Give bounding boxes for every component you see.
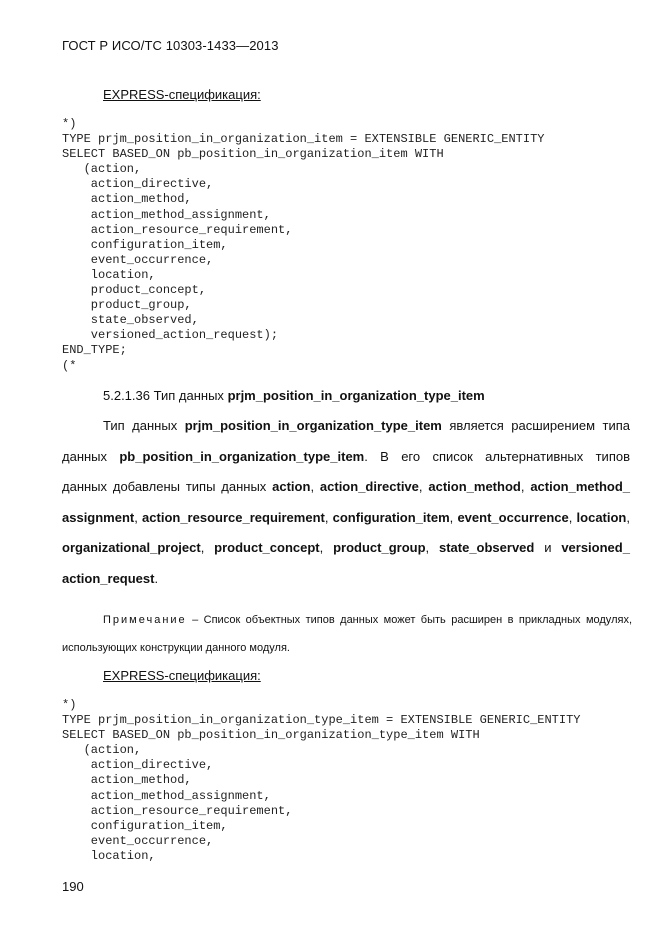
paragraph-line: Тип данных prjm_position_in_organization_type_item является расширением типа bbox=[103, 418, 630, 433]
code-line: action_resource_requirement, bbox=[62, 222, 293, 237]
page-number: 190 bbox=[62, 879, 84, 894]
paragraph-line: action_request. bbox=[62, 570, 159, 586]
section-title-type: prjm_position_in_organization_type_item bbox=[227, 388, 485, 403]
code-block-1 bbox=[62, 117, 544, 374]
code-line: action_method_assignment, bbox=[62, 788, 271, 803]
code-line: event_occurrence, bbox=[62, 252, 214, 267]
code-line: location, bbox=[62, 848, 156, 863]
code-line: action_method_assignment, bbox=[62, 207, 271, 222]
code-line: state_observed, bbox=[62, 313, 199, 328]
express-spec-label-1: EXPRESS-спецификация: bbox=[103, 87, 261, 102]
code-line: configuration_item, bbox=[62, 818, 228, 833]
code-line: (* bbox=[62, 358, 77, 373]
paragraph-line: данных pb_position_in_organization_type_item. В его список альтернативных типов bbox=[62, 448, 630, 464]
note-label: Примечание bbox=[103, 614, 187, 626]
code-block-2 bbox=[62, 698, 580, 864]
paragraph-line: organizational_project, product_concept, product_group, state_observed и versioned_ bbox=[62, 540, 630, 556]
code-line: action_directive, bbox=[62, 758, 214, 773]
express-spec-label-2: EXPRESS-спецификация: bbox=[103, 668, 261, 683]
code-line: SELECT BASED_ON pb_position_in_organization_item WITH bbox=[62, 147, 444, 162]
code-line: product_group, bbox=[62, 298, 192, 313]
code-line: END_TYPE; bbox=[62, 343, 127, 358]
code-line: TYPE prjm_position_in_organization_type_item = EXTENSIBLE GENERIC_ENTITY bbox=[62, 713, 581, 728]
body-paragraph bbox=[62, 411, 630, 595]
code-line: action_method, bbox=[62, 192, 192, 207]
code-line: versioned_action_request); bbox=[62, 328, 279, 343]
code-line: action_method, bbox=[62, 773, 192, 788]
section-number: 5.2.1.36 bbox=[103, 388, 150, 403]
note-line: Примечание – Список объектных типов данных может быть расширен в прикладных модулях, bbox=[103, 614, 632, 626]
code-line: action_directive, bbox=[62, 177, 214, 192]
paragraph-line: assignment, action_resource_requirement, configuration_item, event_occurrence, location, bbox=[62, 509, 630, 525]
code-line: (action, bbox=[62, 743, 142, 758]
paragraph-line: данных добавлены типы данных action, action_directive, action_method, action_method_ bbox=[62, 479, 630, 495]
section-heading bbox=[103, 388, 485, 403]
code-line: (action, bbox=[62, 162, 142, 177]
code-line: TYPE prjm_position_in_organization_item = EXTENSIBLE GENERIC_ENTITY bbox=[62, 132, 545, 147]
note-line: использующих конструкции данного модуля. bbox=[62, 642, 290, 654]
code-line: product_concept, bbox=[62, 283, 207, 298]
section-title-prefix: Тип данных bbox=[153, 388, 224, 403]
code-line: SELECT BASED_ON pb_position_in_organization_type_item WITH bbox=[62, 728, 480, 743]
code-line: *) bbox=[62, 117, 77, 131]
code-line: event_occurrence, bbox=[62, 833, 214, 848]
code-line: location, bbox=[62, 267, 156, 282]
code-line: action_resource_requirement, bbox=[62, 803, 293, 818]
document-header: ГОСТ Р ИСО/ТС 10303-1433—2013 bbox=[62, 38, 279, 53]
code-line: configuration_item, bbox=[62, 237, 228, 252]
note bbox=[62, 606, 632, 662]
code-line: *) bbox=[62, 698, 77, 712]
